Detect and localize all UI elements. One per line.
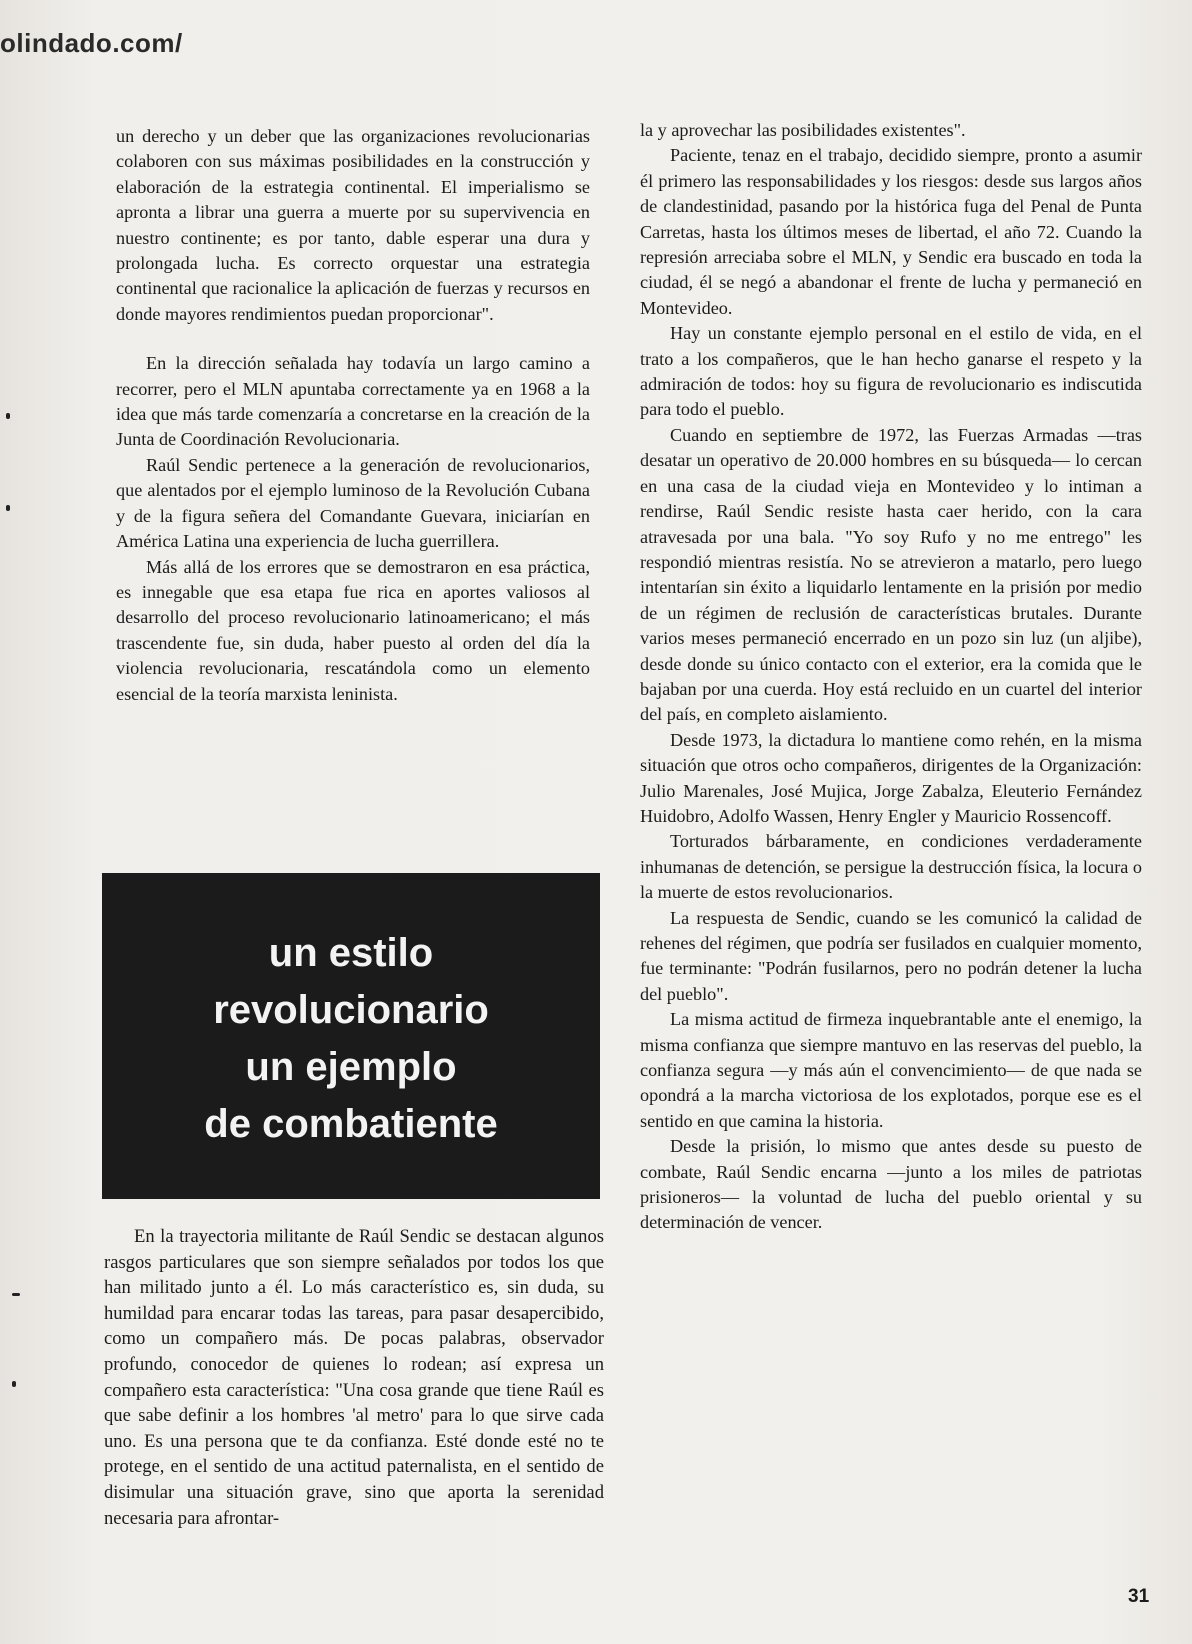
page-number: 31 bbox=[1128, 1586, 1150, 1607]
scan-mark bbox=[12, 1381, 16, 1387]
paragraph: la y aprovechar las posibilidades existentes". bbox=[640, 120, 966, 140]
left-column-bottom bbox=[104, 1224, 604, 1531]
scan-mark bbox=[6, 413, 10, 419]
source-watermark: olindado.com/ bbox=[0, 28, 183, 58]
paragraph: Hay un constante ejemplo personal en el estilo de vida, en el trato a los compañeros, que le han hecho ganarse el respeto y la admiración de todos: hoy su figura de revolucionario es indiscutida para todo el pueblo. bbox=[640, 323, 1142, 420]
paragraph: En la trayectoria militante de Raúl Sendic se destacan algunos rasgos particulares que son siempre señalados por todos los que han militado junto a él. Lo más característico es, sin duda, su humildad para encarar todas las tareas, para pasar desapercibido, como un compañero más. De pocas palabras, observador profundo, conocedor de quienes lo rodean; así expresa un compañero esta característica: "Una cosa grande que tiene Raúl es que sabe definir a los hombres 'al metro' para lo que sirve cada uno. Es una persona que te da confianza. Esté donde esté no te protege, en el sentido de una actitud paternalista, en el sentido de disimular una situación grave, sino que aporta la serenidad necesaria para afrontar- bbox=[104, 1226, 604, 1529]
paragraph: Más allá de los errores que se demostraron en esa práctica, es innegable que esa etapa fue rica en aportes valiosos al desarrollo del proceso revolucionario latinoamericano; el más trascendente fue, sin duda, haber puesto al orden del día la violencia revolucionaria, rescatándola como un elemento esencial de la teoría marxista leninista. bbox=[116, 556, 590, 704]
right-column bbox=[640, 118, 1142, 1236]
paragraph: La misma actitud de firmeza inquebrantable ante el enemigo, la misma confianza que siempre mantuvo en las reservas del pueblo, la confianza segura —y más aún el convencimiento— de que nada se opondrá a la marcha victoriosa de los explotados, porque ese es el sentido en que camina la historia. bbox=[640, 1009, 1142, 1131]
scan-mark bbox=[6, 505, 10, 511]
left-column-top bbox=[116, 124, 590, 707]
paragraph: Cuando en septiembre de 1972, las Fuerzas Armadas —tras desatar un operativo de 20.000 hombres en su búsqueda— lo cercan en una casa de la ciudad vieja en Montevideo y lo intiman a rendirse, Raúl Sendic resiste hasta caer herido, con la cara atravesada por una bala. "Yo soy Rufo y no me entrego" les respondió mientras resistía. No se atrevieron a matarlo, pero luego intentarían sin éxito a liquidarlo lentamente en la prisión por medio de un régimen de reclusión de características brutales. Durante varios meses permaneció encerrado en un pozo sin luz (un aljibe), desde donde su único contacto con el exterior, era la comida que le bajaban por una cuerda. Hoy está recluido en un cuartel del interior del país, en completo aislamiento. bbox=[640, 424, 1142, 725]
paragraph: Desde la prisión, lo mismo que antes desde su puesto de combate, Raúl Sendic encarna —junto a los miles de patriotas prisioneros— la voluntad de lucha del pueblo oriental y su determinación de vencer. bbox=[640, 1136, 1142, 1233]
section-heading: un estilo revolucionario un ejemplo de combatiente bbox=[204, 931, 498, 1146]
paragraph: un derecho y un deber que las organizaciones revolucionarias colaboren con sus máximas posibilidades en la construcción y elaboración de la estrategia continental. El imperialismo se apronta a librar una guerra a muerte por su supervivencia en nuestro continente; es por tanto, dable esperar una dura y prolongada lucha. Es correcto orquestar una estrategia continental que racionalice la aplicación de fuerzas y recursos en donde mayores rendimientos puedan proporcionar". bbox=[116, 126, 590, 324]
section-heading-box bbox=[102, 873, 600, 1199]
paragraph: En la dirección señalada hay todavía un largo camino a recorrer, pero el MLN apuntaba correctamente ya en 1968 a la idea que más tarde comenzaría a concretarse en la creación de la Junta de Coordinación Revolucionaria. bbox=[116, 353, 590, 450]
scan-mark bbox=[12, 1293, 20, 1296]
paragraph: La respuesta de Sendic, cuando se les comunicó la calidad de rehenes del régimen, que podría ser fusilados en cualquier momento, fue terminante: "Podrán fusilarnos, pero no podrán detener la lucha del pueblo". bbox=[640, 907, 1142, 1004]
paragraph: Raúl Sendic pertenece a la generación de revolucionarios, que alentados por el ejemplo luminoso de la Revolución Cubana y de la figura señera del Comandante Guevara, iniciarían en América Latina una experiencia de lucha guerrillera. bbox=[116, 454, 590, 552]
paragraph: Paciente, tenaz en el trabajo, decidido siempre, pronto a asumir él primero las responsabilidades y los riesgos: desde sus largos años de clandestinidad, pasando por la histórica fuga del Penal de Punta Carretas, hasta los últimos meses de libertad, el año 72. Cuando la represión arreciaba sobre el MLN, y Sendic era buscado en toda la ciudad, él se negó a abandonar el frente de lucha y permaneció en Montevideo. bbox=[640, 145, 1142, 318]
paragraph: Desde 1973, la dictadura lo mantiene como rehén, en la misma situación que otros ocho compañeros, dirigentes de la Organización: Julio Marenales, José Mujica, Jorge Zabalza, Eleuterio Fernández Huidobro, Adolfo Wassen, Henry Engler y Mauricio Rossencoff. bbox=[640, 729, 1142, 826]
paragraph: Torturados bárbaramente, en condiciones verdaderamente inhumanas de detención, se persigue la destrucción física, la locura o la muerte de estos revolucionarios. bbox=[640, 831, 1142, 903]
